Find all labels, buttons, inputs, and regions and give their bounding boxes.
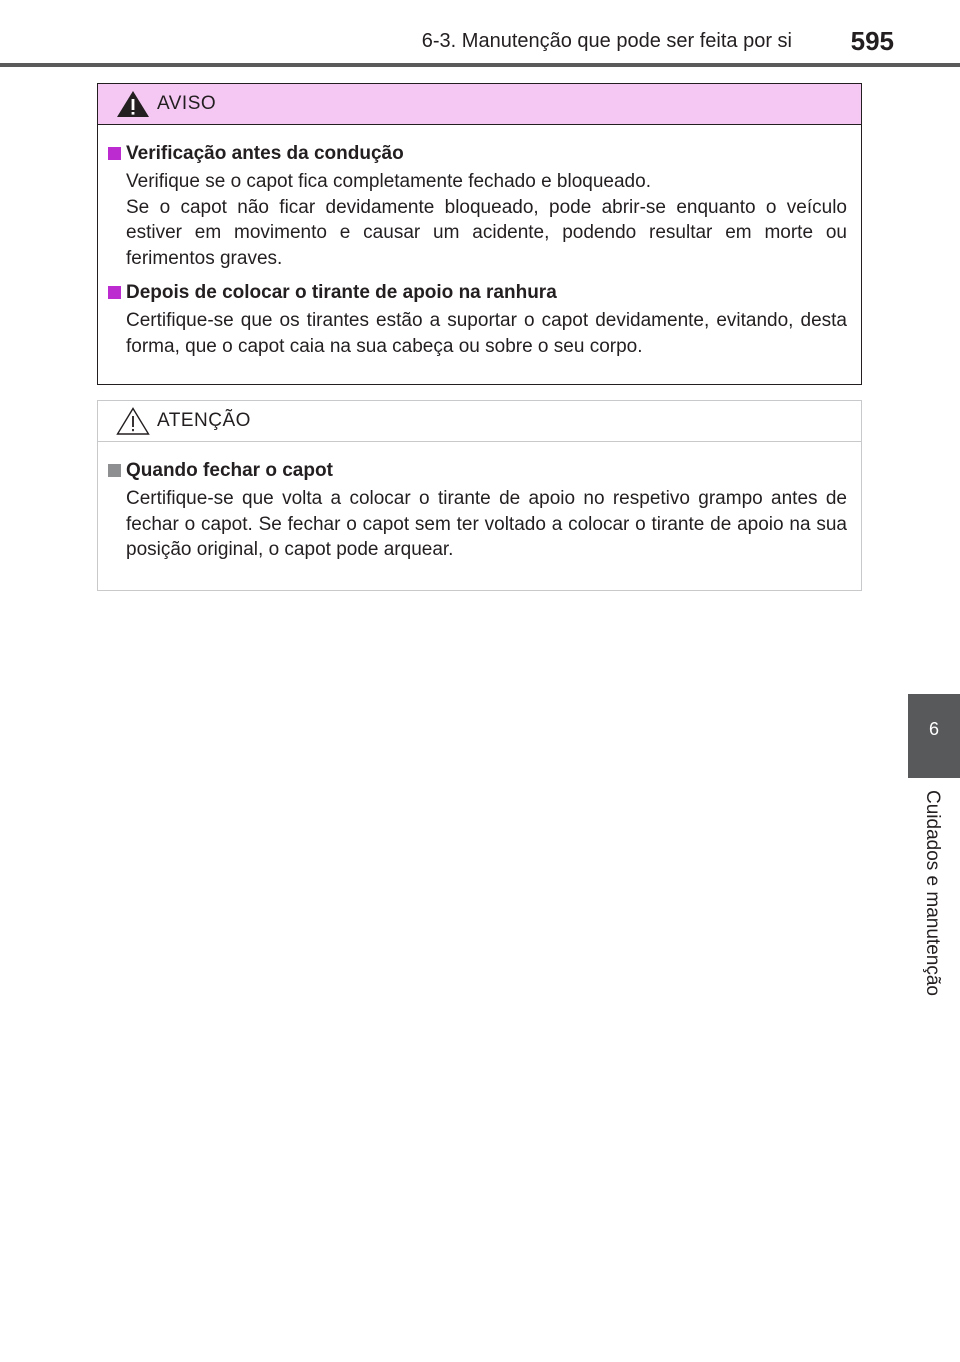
square-bullet-icon <box>108 286 121 299</box>
paragraph: Certifique-se que os tirantes estão a suportar o capot devidamente, evitando, desta forma, que o capot caia na sua cabeça ou sobre o seu corpo. <box>126 310 847 357</box>
square-bullet-icon <box>108 464 121 477</box>
aviso-box-body <box>98 125 861 359</box>
item-text <box>106 308 847 359</box>
atencao-caution-box <box>97 400 862 591</box>
item-text <box>106 486 847 563</box>
item-heading-text: Verificação antes da condução <box>126 143 404 164</box>
atencao-box-body <box>98 442 861 563</box>
chapter-title: Cuidados e manutenção <box>922 790 943 996</box>
section-title: 6-3. Manutenção que pode ser feita por si <box>421 30 792 52</box>
paragraph: Se o capot não ficar devidamente bloqueado, pode abrir-se enquanto o veículo estiver em movimento e causar um acidente, podendo resultar em morte ou ferimentos graves. <box>126 196 847 269</box>
item-heading <box>106 278 847 308</box>
header-divider <box>0 63 960 67</box>
aviso-title: AVISO <box>157 93 217 114</box>
aviso-box-header <box>98 84 861 125</box>
warning-triangle-filled-icon <box>115 89 151 119</box>
chapter-tab: 6 <box>908 694 960 778</box>
paragraph: Verifique se o capot fica completamente fechado e bloqueado. <box>126 171 651 192</box>
atencao-box-header <box>98 401 861 442</box>
atencao-title: ATENÇÃO <box>157 410 251 431</box>
warning-triangle-outline-icon <box>115 406 151 436</box>
page-number: 595 <box>850 26 894 56</box>
aviso-warning-box <box>97 83 862 385</box>
paragraph: Certifique-se que volta a colocar o tirante de apoio no respetivo grampo antes de fechar o capot. Se fechar o capot sem ter voltado a colocar o tirante de apoio na sua posição original, o capot pode arquear. <box>126 488 847 560</box>
item-text <box>106 169 847 271</box>
item-heading-text: Quando fechar o capot <box>126 460 333 481</box>
square-bullet-icon <box>108 147 121 160</box>
page-header <box>0 0 960 66</box>
item-heading <box>106 139 847 169</box>
item-heading <box>106 456 847 486</box>
item-heading-text: Depois de colocar o tirante de apoio na ranhura <box>126 282 557 303</box>
